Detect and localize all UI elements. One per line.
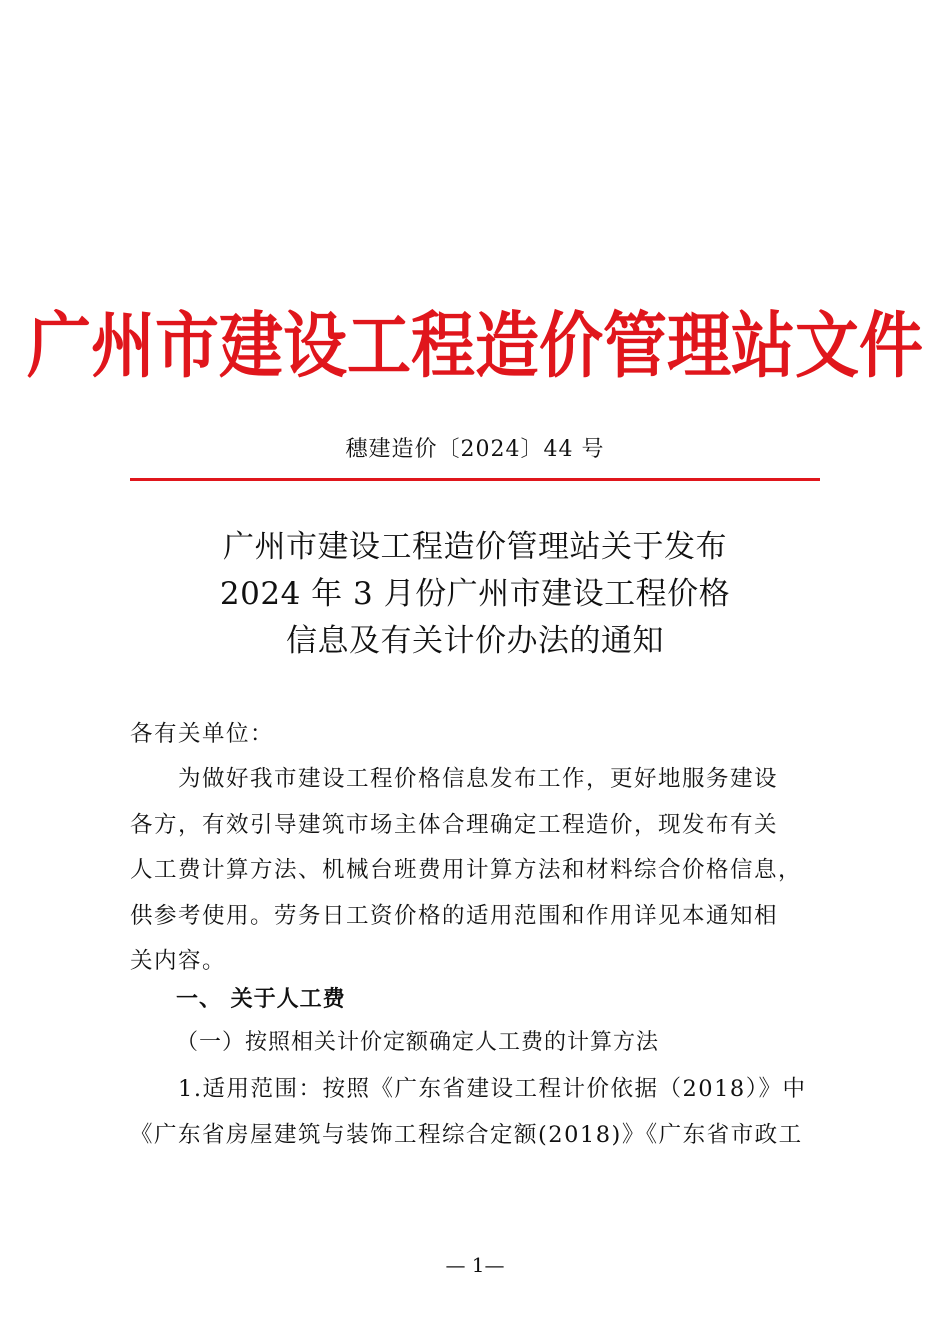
- document-number: 穗建造价〔2024〕44 号: [345, 437, 605, 462]
- scope-paragraph: [130, 1067, 822, 1158]
- page-number: — 1—: [445, 1253, 505, 1277]
- scope-line: 《广东省房屋建筑与装饰工程综合定额(2018)》《广东省市政工: [130, 1121, 803, 1148]
- red-divider-line: [130, 478, 820, 481]
- notice-title-line: 广州市建设工程造价管理站关于发布: [223, 529, 727, 565]
- intro-line: 供参考使用。劳务日工资价格的适用范围和作用详见本通知相: [130, 902, 779, 929]
- notice-title: [0, 524, 950, 665]
- intro-line: 各方，有效引导建筑市场主体合理确定工程造价，现发布有关: [130, 811, 779, 838]
- masthead-title: 广州市建设工程造价管理站文件: [27, 305, 923, 389]
- notice-title-line: 2024 年 3 月份广州市建设工程价格: [219, 576, 731, 612]
- scope-line: 1.适用范围：按照《广东省建设工程计价依据（2018）》中: [130, 1076, 807, 1102]
- intro-line: 人工费计算方法、机械台班费用计算方法和材料综合价格信息，: [130, 857, 803, 884]
- section-heading-labor-cost: 一、 关于人工费: [176, 987, 346, 1012]
- intro-paragraph: [130, 757, 822, 985]
- notice-title-line: 信息及有关计价办法的通知: [286, 623, 664, 659]
- sub-heading-calculation-method: （一）按照相关计价定额确定人工费的计算方法: [176, 1030, 660, 1055]
- salutation: 各有关单位：: [130, 721, 275, 747]
- intro-line: 关内容。: [130, 948, 227, 975]
- intro-line: 为做好我市建设工程价格信息发布工作，更好地服务建设: [130, 766, 779, 792]
